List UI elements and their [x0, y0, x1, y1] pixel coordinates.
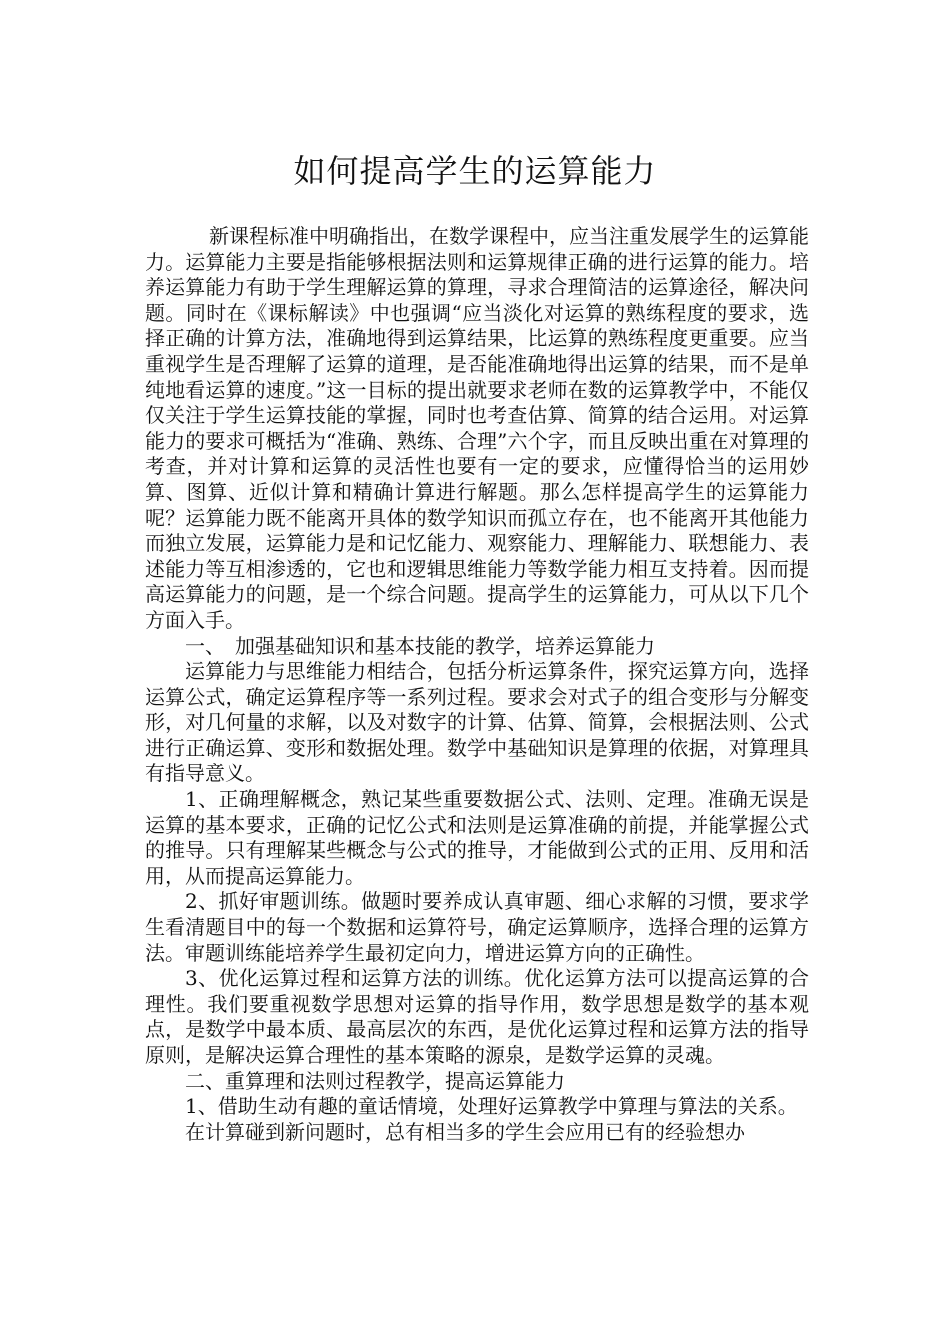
section-2-continuation-paragraph: 在计算碰到新问题时，总有相当多的学生会应用已有的经验想办 [185, 1119, 745, 1144]
section-heading-2: 二、重算理和法则过程教学，提高运算能力 [185, 1068, 565, 1093]
section-2-point-1-paragraph: 1、借助生动有趣的童话情境，处理好运算教学中算理与算法的关系。 [185, 1094, 798, 1119]
document-body [145, 224, 809, 1145]
section-heading-1: 一、 加强基础知识和基本技能的教学，培养运算能力 [185, 633, 655, 658]
intro-paragraph: 新课程标准中明确指出，在数学课程中，应当注重发展学生的运算能力。运算能力主要是指能够根据法则和运算规律正确的进行运算的能力。培养运算能力有助于学生理解运算的算理，寻求合理简洁的运算途径，解决问题。同时在《课标解读》中也强调“应当淡化对运算的熟练程度的要求，选择正确的计算方法，准确地得到运算结果，比运算的熟练程度更重要。应当重视学生是否理解了运算的道理，是否能准确地得出运算的结果，而不是单纯地看运算的速度。”这一目标的提出就要求老师在数的运算教学中，不能仅仅关注于学生运算技能的掌握，同时也考查估算、简算的结合运用。对运算能力的要求可概括为“准确、熟练、合理”六个字，而且反映出重在对算理的考查，并对计算和运算的灵活性也要有一定的要求，应懂得恰当的运用妙算、图算、近似计算和精确计算进行解题。那么怎样提高学生的运算能力呢？运算能力既不能离开具体的数学知识而孤立存在，也不能离开其他能力而独立发展，运算能力是和记忆能力、观察能力、理解能力、联想能力、表述能力等互相渗透的，它也和逻辑思维能力等数学能力相互支持着。因而提高运算能力的问题，是一个综合问题。提高学生的运算能力，可从以下几个方面入手。 [145, 224, 809, 632]
point-2-paragraph: 2、抓好审题训练。做题时要养成认真审题、细心求解的习惯，要求学生看清题目中的每一个数据和运算符号，确定运算顺序，选择合理的运算方法。审题训练能培养学生最初定向力，增进运算方向的正确性。 [145, 889, 809, 965]
document-title: 如何提高学生的运算能力 [293, 152, 657, 191]
point-3-paragraph: 3、优化运算过程和运算方法的训练。优化运算方法可以提高运算的合理性。我们要重视数学思想对运算的指导作用，数学思想是数学的基本观点，是数学中最本质、最高层次的东西，是优化运算过程和运算方法的指导原则，是解决运算合理性的基本策略的源泉，是数学运算的灵魂。 [145, 966, 809, 1067]
section-1-paragraph: 运算能力与思维能力相结合，包括分析运算条件，探究运算方向，选择运算公式，确定运算程序等一系列过程。要求会对式子的组合变形与分解变形，对几何量的求解，以及对数字的计算、估算、简算，会根据法则、公式进行正确运算、变形和数据处理。数学中基础知识是算理的依据，对算理具有指导意义。 [145, 659, 809, 786]
point-1-paragraph: 1、正确理解概念，熟记某些重要数据公式、法则、定理。准确无误是运算的基本要求，正确的记忆公式和法则是运算准确的前提，并能掌握公式的推导。只有理解某些概念与公式的推导，才能做到公式的正用、反用和活用，从而提高运算能力。 [145, 787, 809, 888]
